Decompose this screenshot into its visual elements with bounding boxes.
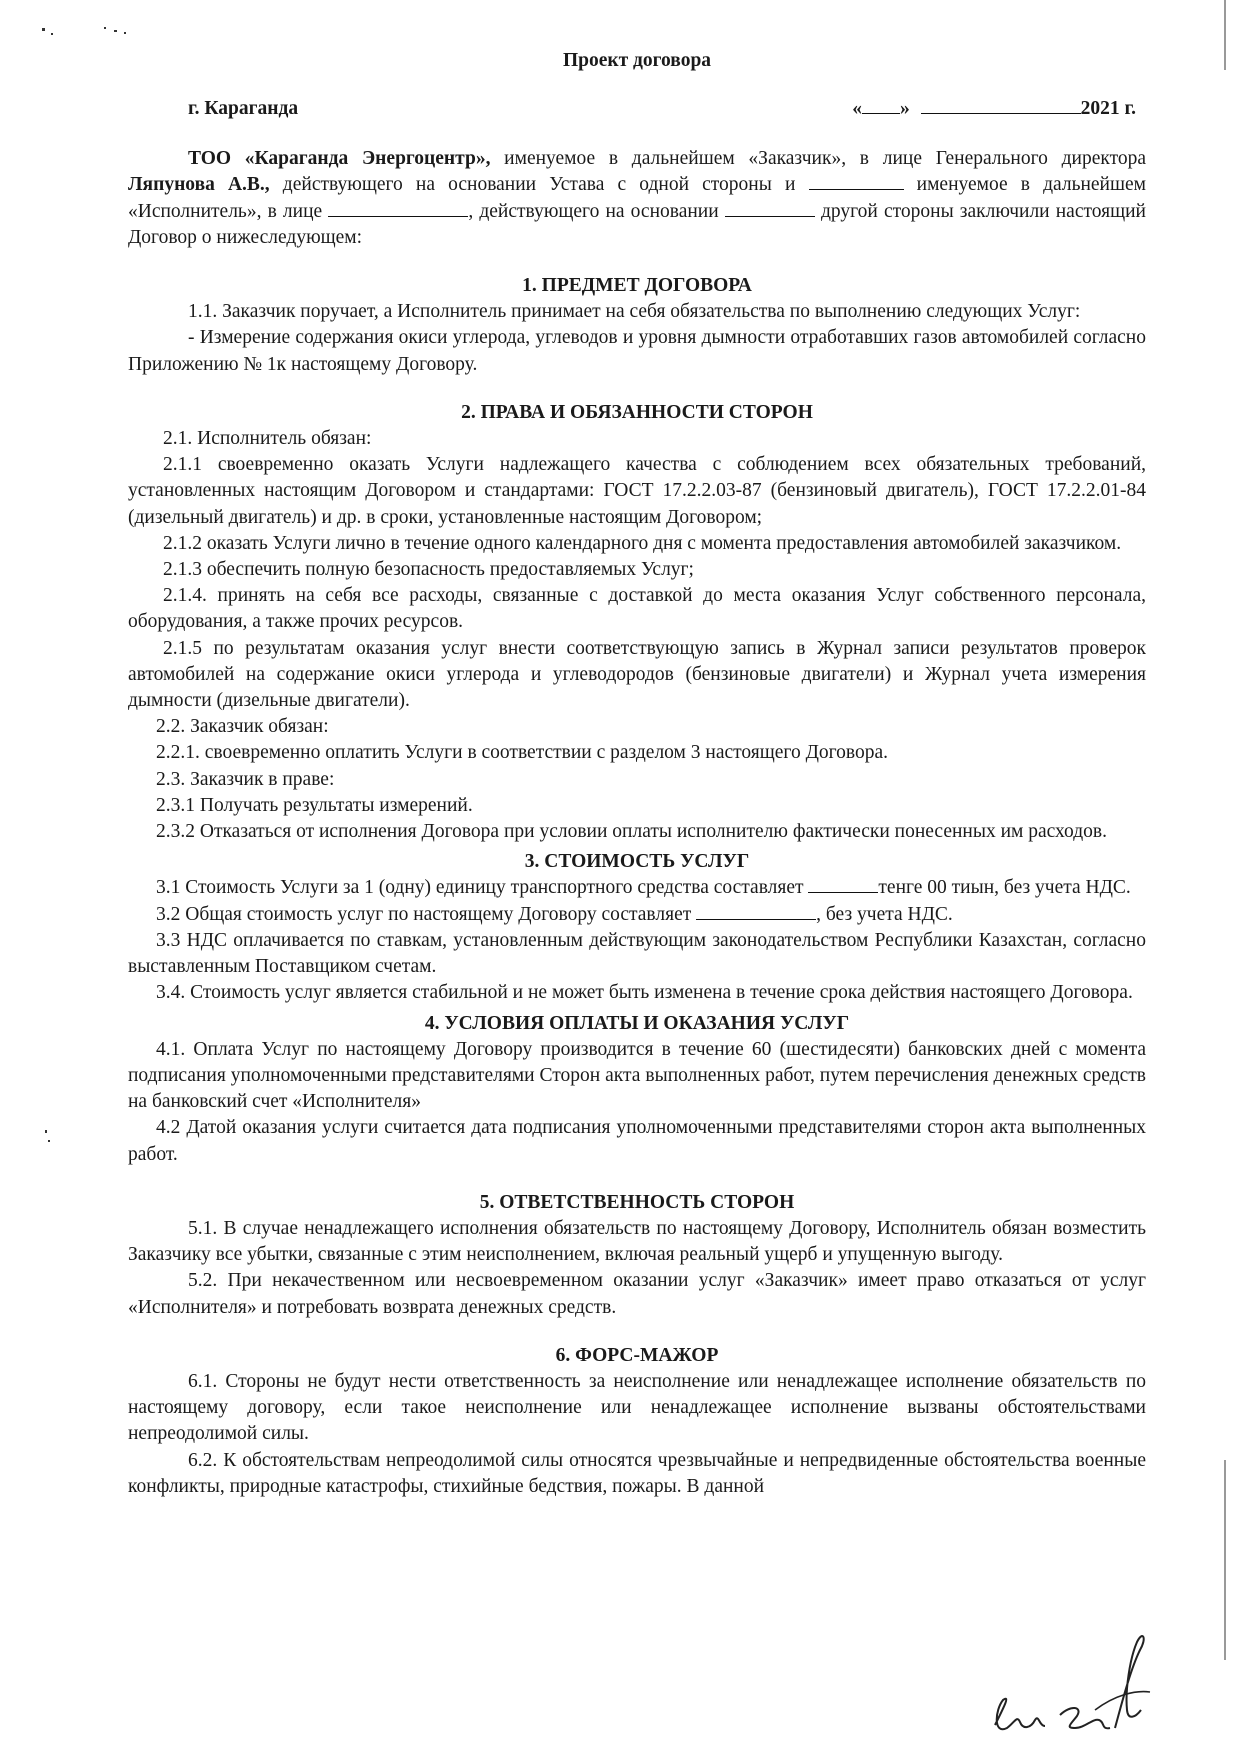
section-6-heading: 6. ФОРС-МАЖОР [555, 1344, 719, 1366]
section-5-heading: 5. ОТВЕТСТВЕННОСТЬ СТОРОН [479, 1191, 795, 1213]
scan-edge [1224, 0, 1226, 70]
clause-2-1-5: 2.1.5 по результатам оказания услуг внести соответствующую запись в Журнал записи результатов проверок автомобилей на содержание окиси углерода и углеводородов (бензиновые двигатели) и Журнал учета измерения дымности (дизельные двигатели). [128, 637, 1146, 712]
scan-speck [48, 1140, 50, 1142]
scan-speck [104, 27, 106, 29]
price-blank [808, 876, 878, 893]
clause-3-1: 3.1 Стоимость Услуги за 1 (одну) единицу транспортного средства составляет тенге 00 тиын, без учета НДС. [156, 877, 1131, 899]
clause-2-3-1: 2.3.1 Получать результаты измерений. [156, 794, 473, 816]
clause-5-1: 5.1. В случае ненадлежащего исполнения обязательств по настоящему Договору, Исполнитель обязан возместить Заказчику все убытки, связанные с этим неисполнением, включая реальный ущерб и упущенную выгоду. [128, 1217, 1146, 1266]
blank-field [809, 173, 904, 190]
total-blank [696, 903, 816, 920]
clause-3-4: 3.4. Стоимость услуг является стабильной и не может быть изменена в течение срока действия настоящего Договора. [156, 982, 1133, 1004]
document-body [128, 48, 1146, 1500]
clause-2-2-1: 2.2.1. своевременно оплатить Услуги в соответствии с разделом 3 настоящего Договора. [156, 742, 888, 764]
intro-paragraph: ТОО «Караганда Энергоцентр», именуемое в дальнейшем «Заказчик», в лице Генерального директора Ляпунова А.В., действующего на основании Устава с одной стороны и именуемое в дальнейшем «Исполнитель», в лице , действующего на основании другой стороны заключили настоящий Договор о нижеследующем: [128, 148, 1146, 248]
clause-5-2: 5.2. При некачественном или несвоевременном оказании услуг «Заказчик» имеет право отказаться от услуг «Исполнителя» и потребовать возврата денежных средств. [128, 1270, 1146, 1318]
section-3-heading: 3. СТОИМОСТЬ УСЛУГ [524, 851, 750, 873]
clause-2-3: 2.3. Заказчик в праве: [156, 768, 335, 790]
clause-2-1-3: 2.1.3 обеспечить полную безопасность предоставляемых Услуг; [163, 559, 694, 581]
handwritten-signature [965, 1610, 1155, 1750]
clause-2-1-2: 2.1.2 оказать Услуги лично в течение одного календарного дня с момента предоставления автомобилей заказчиком. [163, 532, 1122, 554]
clause-4-2: 4.2 Датой оказания услуги считается дата подписания уполномоченными представителями сторон акта выполненных работ. [128, 1117, 1146, 1165]
section-1-heading: 1. ПРЕДМЕТ ДОГОВОРА [522, 275, 752, 297]
document-title: Проект договора [562, 50, 712, 71]
scan-edge [1224, 1460, 1226, 1660]
clause-3-2: 3.2 Общая стоимость услуг по настоящему Договору составляет , без учета НДС. [156, 903, 953, 925]
clause-1-1-item: - Измерение содержания окиси углерода, углеводов и уровня дымности отработавших газов автомобилей согласно Приложению № 1к настоящему Договору. [128, 327, 1146, 375]
clause-3-3: 3.3 НДС оплачивается по ставкам, установленным действующим законодательством Республики Казахстан, согласно выставленным Поставщиком счетам. [128, 929, 1146, 978]
city: г. Караганда [188, 98, 299, 120]
contract-date: « » 2021 г. [852, 98, 1136, 120]
clause-2-1-4: 2.1.4. принять на себя все расходы, связанные с доставкой до места оказания Услуг собственного персонала, оборудования, а также прочих ресурсов. [128, 585, 1146, 633]
day-blank [862, 97, 900, 114]
clause-4-1: 4.1. Оплата Услуг по настоящему Договору производится в течение 60 (шестидесяти) банковских дней с момента подписания уполномоченными представителями Сторон акта выполненных работ, путем перечисления денежных средств на банковский счет «Исполнителя» [128, 1038, 1146, 1113]
clause-6-1: 6.1. Стороны не будут нести ответственность за неисполнение или ненадлежащее исполнение обязательств по настоящему договору, если такое неисполнение или ненадлежащее исполнение вызваны обстоятельствами непреодолимой силы. [128, 1370, 1146, 1445]
clause-2-3-2: 2.3.2 Отказаться от исполнения Договора при условии оплаты исполнителю фактически понесенных им расходов. [156, 821, 1107, 843]
clause-2-1-1: 2.1.1 своевременно оказать Услуги надлежащего качества с соблюдением всех обязательных требований, установленных настоящим Договором и стандартами: ГОСТ 17.2.2.03-87 (бензиновый двигатель), ГОСТ 17.2.2.01-84 (дизельный двигатель) и др. в сроки, установленные настоящим Договором; [128, 454, 1146, 528]
clause-1-1: 1.1. Заказчик поручает, а Исполнитель принимает на себя обязательства по выполнению следующих Услуг: [188, 301, 1081, 323]
blank-field [725, 200, 815, 217]
month-blank [921, 97, 1081, 114]
blank-field [328, 200, 468, 217]
scan-speck [124, 32, 126, 34]
scan-speck [45, 1130, 47, 1133]
section-4-heading: 4. УСЛОВИЯ ОПЛАТЫ И ОКАЗАНИЯ УСЛУГ [424, 1012, 850, 1034]
clause-2-2: 2.2. Заказчик обязан: [156, 716, 329, 738]
clause-6-2: 6.2. К обстоятельствам непреодолимой силы относятся чрезвычайные и непредвиденные обстоятельства военные конфликты, природные катастрофы, стихийные бедствия, пожары. В данной [128, 1449, 1146, 1497]
scan-speck [51, 33, 53, 35]
clause-2-1: 2.1. Исполнитель обязан: [163, 428, 372, 450]
scan-speck [114, 30, 117, 32]
scan-speck [42, 28, 45, 31]
place-date-row [128, 96, 1146, 122]
section-2-heading: 2. ПРАВА И ОБЯЗАННОСТИ СТОРОН [461, 401, 813, 423]
